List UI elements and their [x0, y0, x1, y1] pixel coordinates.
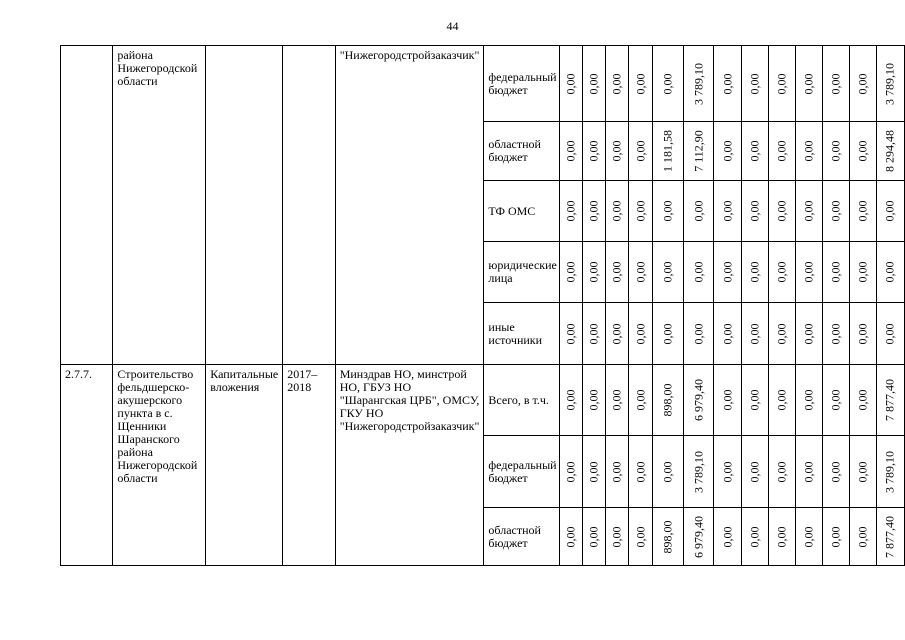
amount-cell: [606, 508, 629, 566]
amount-cell: [741, 122, 768, 181]
amount-value: 0,00: [633, 261, 648, 283]
amount-cell: [683, 436, 714, 508]
amount-cell: [795, 508, 822, 566]
funding-source-cell: иные источники: [484, 303, 559, 365]
amount-cell: [876, 181, 904, 242]
amount-value: 0,00: [609, 389, 624, 411]
amount-cell: [795, 242, 822, 303]
amount-cell: [652, 242, 683, 303]
amount-value: 3 789,10: [691, 450, 706, 493]
amount-cell: [559, 122, 582, 181]
amount-cell: [876, 122, 904, 181]
amount-cell: [876, 242, 904, 303]
amount-cell: [822, 122, 849, 181]
amount-value: 0,00: [774, 73, 789, 94]
amount-cell: [768, 508, 795, 566]
amount-cell: [683, 508, 714, 566]
amount-cell: [849, 122, 876, 181]
amount-cell: [741, 508, 768, 566]
amount-value: 0,00: [586, 200, 601, 222]
amount-value: 0,00: [660, 261, 675, 283]
amount-value: 0,00: [660, 461, 675, 482]
amount-cell: [822, 436, 849, 508]
amount-cell: [606, 242, 629, 303]
amount-value: 0,00: [633, 200, 648, 222]
amount-cell: [714, 242, 741, 303]
amount-value: 0,00: [801, 526, 816, 547]
amount-value: 0,00: [774, 140, 789, 162]
amount-cell: [652, 303, 683, 365]
amount-cell: [583, 365, 606, 436]
amount-value: 8 294,48: [882, 130, 897, 172]
item-name-cell: района Нижегородской области: [113, 46, 206, 365]
funding-source-cell: Всего, в т.ч.: [484, 365, 559, 436]
amount-value: 0,00: [774, 526, 789, 547]
amount-cell: [629, 508, 652, 566]
amount-cell: [876, 303, 904, 365]
amount-value: 3 789,10: [882, 450, 897, 493]
amount-cell: [741, 303, 768, 365]
amount-value: 0,00: [828, 261, 843, 283]
amount-cell: [714, 508, 741, 566]
amount-cell: [795, 46, 822, 122]
amount-cell: [559, 365, 582, 436]
amount-cell: [559, 508, 582, 566]
amount-value: 0,00: [855, 389, 870, 411]
amount-value: 0,00: [563, 389, 578, 411]
amount-value: 0,00: [563, 323, 578, 344]
amount-cell: [768, 436, 795, 508]
amount-value: 0,00: [801, 200, 816, 222]
amount-cell: [849, 242, 876, 303]
amount-value: 0,00: [801, 323, 816, 344]
amount-cell: [652, 508, 683, 566]
amount-value: 0,00: [586, 389, 601, 411]
amount-value: 7 877,40: [882, 379, 897, 421]
amount-cell: [559, 242, 582, 303]
amount-value: 0,00: [882, 200, 897, 222]
amount-value: 0,00: [633, 461, 648, 482]
amount-cell: [768, 365, 795, 436]
amount-value: 0,00: [563, 73, 578, 94]
amount-value: 0,00: [720, 526, 735, 547]
amount-cell: [683, 242, 714, 303]
amount-value: 6 979,40: [691, 379, 706, 421]
amount-value: 0,00: [801, 73, 816, 94]
amount-cell: [629, 242, 652, 303]
amount-cell: [876, 46, 904, 122]
funding-source-cell: федеральный бюджет: [484, 46, 559, 122]
amount-value: 0,00: [855, 461, 870, 482]
amount-cell: [795, 181, 822, 242]
amount-cell: [849, 46, 876, 122]
amount-value: 0,00: [855, 261, 870, 283]
amount-cell: [768, 181, 795, 242]
amount-value: 0,00: [691, 261, 706, 283]
amount-value: 0,00: [660, 323, 675, 344]
item-period-cell: 2017–2018: [283, 365, 336, 566]
amount-cell: [629, 436, 652, 508]
amount-cell: [768, 242, 795, 303]
item-name-cell: Строительство фельдшерско-акушерского пункта в с. Щенники Шаранского района Нижегородской области: [113, 365, 206, 566]
amount-cell: [822, 303, 849, 365]
amount-value: 0,00: [563, 461, 578, 482]
amount-value: 0,00: [855, 323, 870, 344]
amount-cell: [714, 436, 741, 508]
amount-value: 0,00: [855, 73, 870, 94]
item-type-cell: Капитальные вложения: [206, 365, 283, 566]
amount-value: 0,00: [855, 526, 870, 547]
amount-cell: [583, 436, 606, 508]
amount-cell: [849, 303, 876, 365]
amount-cell: [849, 365, 876, 436]
amount-cell: [822, 46, 849, 122]
amount-value: 0,00: [720, 200, 735, 222]
amount-cell: [583, 508, 606, 566]
amount-cell: [683, 365, 714, 436]
amount-cell: [683, 181, 714, 242]
amount-value: 0,00: [855, 140, 870, 162]
amount-cell: [652, 122, 683, 181]
amount-value: 0,00: [720, 140, 735, 162]
amount-value: 0,00: [720, 261, 735, 283]
amount-value: 0,00: [660, 73, 675, 94]
amount-value: 0,00: [720, 323, 735, 344]
item-number-cell: 2.7.7.: [61, 365, 113, 566]
amount-cell: [822, 508, 849, 566]
amount-value: 0,00: [801, 389, 816, 411]
amount-value: 0,00: [801, 261, 816, 283]
amount-value: 898,00: [660, 520, 675, 553]
amount-cell: [741, 181, 768, 242]
amount-cell: [583, 303, 606, 365]
amount-cell: [583, 181, 606, 242]
amount-cell: [683, 303, 714, 365]
amount-cell: [714, 365, 741, 436]
amount-cell: [822, 242, 849, 303]
amount-value: 0,00: [586, 323, 601, 344]
amount-cell: [741, 365, 768, 436]
amount-cell: [606, 365, 629, 436]
amount-cell: [559, 181, 582, 242]
amount-value: 0,00: [563, 140, 578, 162]
amount-cell: [559, 436, 582, 508]
amount-value: 0,00: [563, 200, 578, 222]
amount-cell: [714, 46, 741, 122]
item-type-cell: [206, 46, 283, 365]
funding-source-cell: юридические лица: [484, 242, 559, 303]
funding-source-cell: ТФ ОМС: [484, 181, 559, 242]
amount-value: 0,00: [747, 200, 762, 222]
amount-value: 0,00: [609, 526, 624, 547]
amount-cell: [652, 365, 683, 436]
amount-value: 0,00: [828, 323, 843, 344]
amount-cell: [768, 46, 795, 122]
amount-value: 1 181,58: [660, 130, 675, 172]
amount-cell: [822, 181, 849, 242]
amount-cell: [559, 46, 582, 122]
amount-value: 0,00: [774, 323, 789, 344]
amount-value: 0,00: [563, 261, 578, 283]
amount-value: 0,00: [747, 461, 762, 482]
amount-cell: [606, 122, 629, 181]
amount-value: 0,00: [691, 323, 706, 344]
amount-cell: [849, 436, 876, 508]
amount-cell: [849, 508, 876, 566]
amount-cell: [741, 242, 768, 303]
amount-cell: [795, 436, 822, 508]
item-executor-cell: "Нижегородстройзаказчик": [335, 46, 484, 365]
amount-cell: [583, 122, 606, 181]
amount-cell: [714, 181, 741, 242]
amount-cell: [629, 46, 652, 122]
amount-cell: [795, 122, 822, 181]
amount-value: 0,00: [801, 140, 816, 162]
amount-cell: [629, 365, 652, 436]
amount-value: 0,00: [609, 461, 624, 482]
amount-value: 0,00: [828, 389, 843, 411]
amount-cell: [683, 122, 714, 181]
amount-value: 0,00: [633, 526, 648, 547]
amount-value: 0,00: [882, 323, 897, 344]
amount-value: 0,00: [633, 73, 648, 94]
table-row: [61, 46, 905, 122]
amount-cell: [849, 181, 876, 242]
amount-value: 3 789,10: [882, 62, 897, 105]
amount-value: 0,00: [801, 461, 816, 482]
amount-value: 0,00: [747, 73, 762, 94]
amount-cell: [795, 303, 822, 365]
amount-value: 0,00: [609, 73, 624, 94]
amount-value: 0,00: [609, 261, 624, 283]
amount-value: 6 979,40: [691, 515, 706, 558]
amount-cell: [606, 303, 629, 365]
funding-source-cell: областной бюджет: [484, 508, 559, 566]
amount-value: 0,00: [633, 389, 648, 411]
funding-source-cell: федеральный бюджет: [484, 436, 559, 508]
amount-cell: [652, 181, 683, 242]
amount-value: 0,00: [586, 73, 601, 94]
amount-value: 0,00: [828, 526, 843, 547]
amount-value: 0,00: [586, 526, 601, 547]
amount-value: 0,00: [828, 200, 843, 222]
amount-value: 0,00: [720, 73, 735, 94]
amount-value: 0,00: [633, 323, 648, 344]
amount-cell: [629, 303, 652, 365]
amount-value: 0,00: [774, 389, 789, 411]
amount-value: 0,00: [691, 200, 706, 222]
amount-cell: [683, 46, 714, 122]
amount-value: 0,00: [828, 140, 843, 162]
amount-cell: [652, 436, 683, 508]
amount-cell: [876, 436, 904, 508]
amount-cell: [795, 365, 822, 436]
amount-value: 0,00: [855, 200, 870, 222]
amount-cell: [583, 46, 606, 122]
amount-value: 0,00: [774, 200, 789, 222]
amount-value: 0,00: [747, 140, 762, 162]
amount-value: 0,00: [774, 261, 789, 283]
amount-value: 0,00: [633, 140, 648, 162]
amount-cell: [768, 122, 795, 181]
amount-value: 0,00: [747, 526, 762, 547]
amount-cell: [606, 181, 629, 242]
table-row: [61, 365, 905, 436]
funding-table: [60, 45, 905, 566]
amount-value: 0,00: [563, 526, 578, 547]
amount-value: 0,00: [747, 389, 762, 411]
amount-cell: [822, 365, 849, 436]
amount-cell: [629, 122, 652, 181]
amount-cell: [714, 122, 741, 181]
amount-value: 0,00: [720, 461, 735, 482]
amount-value: 0,00: [586, 140, 601, 162]
amount-value: 0,00: [660, 200, 675, 222]
amount-value: 0,00: [609, 323, 624, 344]
amount-value: 0,00: [609, 140, 624, 162]
amount-cell: [583, 242, 606, 303]
amount-value: 0,00: [720, 389, 735, 411]
amount-cell: [652, 46, 683, 122]
amount-cell: [768, 303, 795, 365]
amount-value: 7 877,40: [882, 515, 897, 558]
amount-value: 0,00: [828, 461, 843, 482]
amount-cell: [629, 181, 652, 242]
item-period-cell: [283, 46, 336, 365]
funding-source-cell: областной бюджет: [484, 122, 559, 181]
amount-value: 898,00: [660, 383, 675, 417]
amount-cell: [876, 508, 904, 566]
amount-value: 0,00: [882, 261, 897, 283]
amount-cell: [876, 365, 904, 436]
amount-cell: [741, 46, 768, 122]
page-number: 44: [446, 19, 459, 33]
amount-value: 0,00: [747, 261, 762, 283]
amount-value: 0,00: [586, 461, 601, 482]
item-number-cell: [61, 46, 113, 365]
amount-cell: [714, 303, 741, 365]
item-executor-cell: Минздрав НО, минстрой НО, ГБУЗ НО "Шарангская ЦРБ", ОМСУ, ГКУ НО "Нижегородстройзаказчик": [335, 365, 484, 566]
amount-cell: [606, 436, 629, 508]
amount-value: 0,00: [828, 73, 843, 94]
amount-cell: [741, 436, 768, 508]
amount-value: 0,00: [609, 200, 624, 222]
amount-value: 0,00: [774, 461, 789, 482]
amount-value: 0,00: [747, 323, 762, 344]
amount-cell: [559, 303, 582, 365]
amount-cell: [606, 46, 629, 122]
amount-value: 0,00: [586, 261, 601, 283]
amount-value: 7 112,90: [691, 130, 706, 172]
amount-value: 3 789,10: [691, 62, 706, 105]
